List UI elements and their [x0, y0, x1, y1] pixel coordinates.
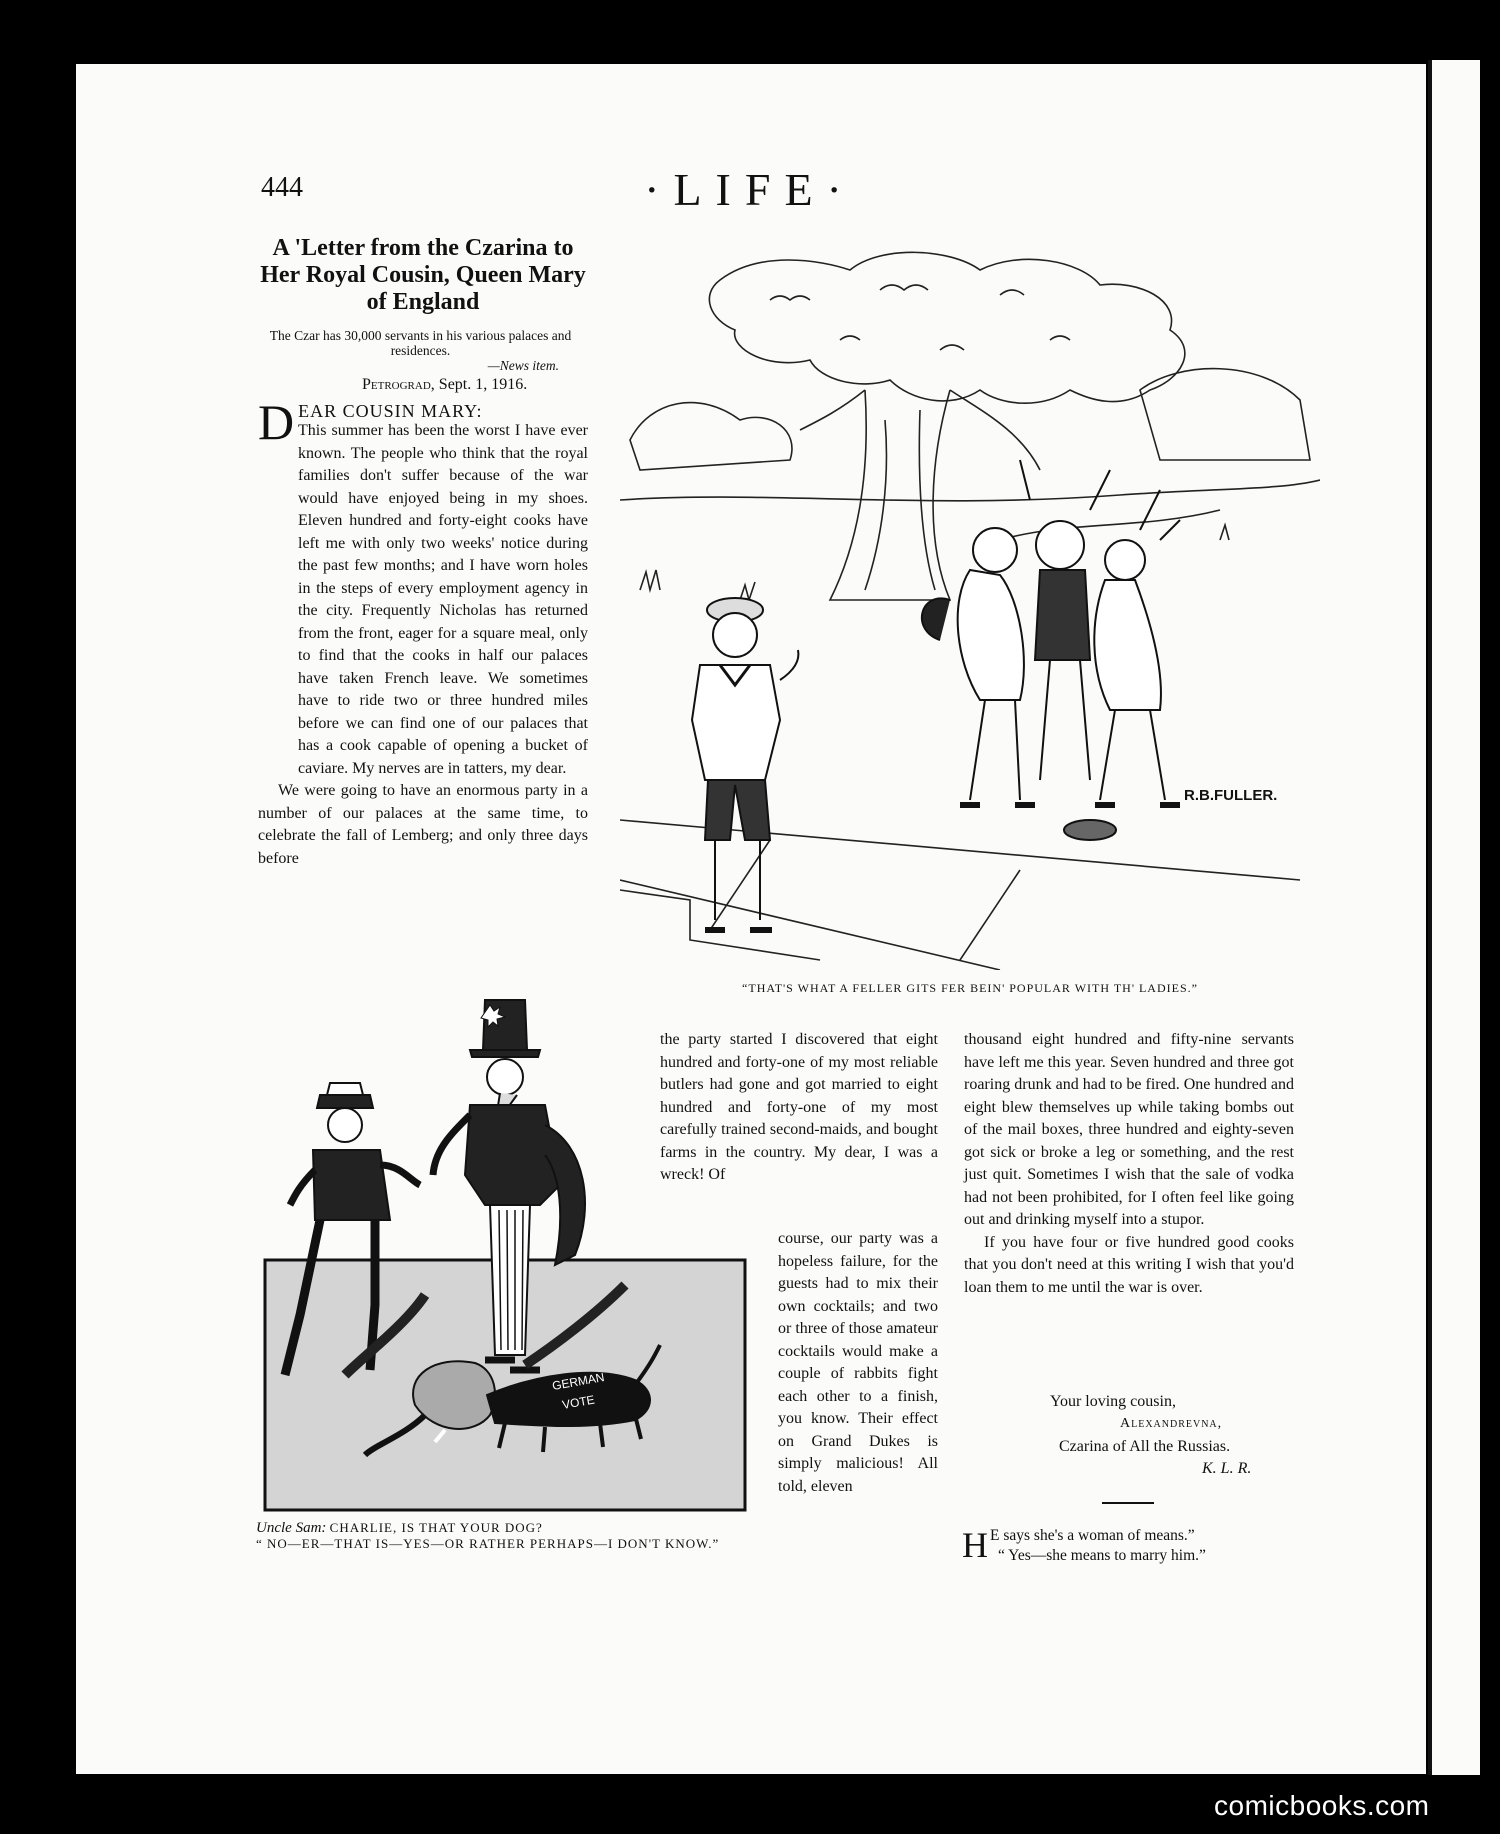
paragraph: This summer has been the worst I have ever known. The people who think that the royal families don't suffer because of the war would have enjoyed being in my shoes. Eleven hundred and forty-eight cooks have left me with only two weeks' notice during the past few months; and I have worn holes in the steps of every employment agency in the city. Frequently Nicholas has returned from the front, eager for a square meal, only to find that the cooks in half our palaces have taken French leave. We sometimes have to ride two or three hundred miles before we can find one of our palaces that has a cook capable of opening a bucket of caviare. My nerves are in tatters, my dear.: [298, 422, 588, 777]
section-divider: [1102, 1502, 1154, 1504]
joke-line-1: E says she's a woman of means.”: [990, 1527, 1195, 1544]
joke-filler: [962, 1526, 1294, 1566]
cartoon-bottom-caption: [256, 1520, 746, 1552]
paragraph: We were going to have an enormous party in a number of our palaces at the same time, to celebrate the fall of Lemberg; and only three days before: [258, 782, 588, 867]
letter-signer-title: Czarina of All the Russias.: [1059, 1438, 1231, 1455]
salutation-text: EAR COUSIN MARY:: [298, 401, 483, 421]
epigraph-text: The Czar has 30,000 servants in his various palaces and residences.: [269, 328, 572, 358]
paragraph: thousand eight hundred and fifty-nine servants have left me this year. Seven hundred and three got roaring drunk and had to be fired. One hundred and eight blew themselves up while taking bombs out of the mail boxes, three hundred and eighty-seven got sick or broke a leg or something, and the rest just quit. Sometimes I wish that the sale of vodka had not been prohibited, for I often feel like going out and drinking myself into a stupor.: [964, 1031, 1294, 1228]
joke-initial: H: [962, 1525, 988, 1565]
article-column-1: [258, 420, 588, 870]
paragraph: course, our party was a hopeless failure, for the guests had to mix their own cocktails; and two or three of those amateur cocktails would make a couple of rabbits fight each other to a finish, you know. Their effect on Grand Dukes is simply malicious! All told, eleven: [778, 1230, 938, 1495]
paragraph: the party started I discovered that eight hundred and forty-one of my most reliable butlers had gone and got married to eight hundred and forty-one of my most carefully trained second-maids, and bought farms in the country. My dear, I was a wreck! Of: [660, 1031, 938, 1183]
article-column-3: [964, 1029, 1294, 1299]
artist-signature: R.B.FULLER.: [1184, 787, 1278, 804]
site-watermark: comicbooks.com: [1214, 1790, 1430, 1821]
epigraph-source: —News item.: [487, 358, 559, 373]
epigraph: [258, 328, 583, 373]
author-initials: K. L. R.: [1202, 1460, 1252, 1477]
dateline-place: Petrograd,: [362, 376, 435, 393]
article-column-2: [660, 1029, 938, 1187]
dog-label-vote: VOTE: [561, 1392, 596, 1412]
joke-line-2: “ Yes—she means to marry him.”: [998, 1547, 1206, 1564]
paragraph: If you have four or five hundred good cooks that you don't need at this writing I wish that you'd loan them to me until the war is over.: [964, 1233, 1294, 1296]
page-number: 444: [261, 172, 303, 203]
article-title: A 'Letter from the Czarina to Her Royal Cousin, Queen Mary of England: [260, 235, 586, 315]
cartoon-top-illustration: [620, 240, 1320, 970]
dog-label-german: GERMAN: [551, 1370, 606, 1393]
cartoon-top-caption: “THAT'S WHAT A FELLER GITS FER BEIN' POPULAR WITH TH' LADIES.”: [742, 981, 1198, 995]
caption-speaker: Uncle Sam:: [256, 1520, 327, 1536]
dateline: [362, 376, 527, 394]
caption-question: CHARLIE, IS THAT YOUR DOG?: [329, 1520, 543, 1535]
dateline-date: Sept. 1, 1916.: [438, 376, 528, 393]
caption-answer: “ NO—ER—THAT IS—YES—OR RATHER PERHAPS—I DON'T KNOW.”: [256, 1536, 720, 1551]
letter-closing: Your loving cousin,: [1050, 1393, 1176, 1410]
letter-signer: Alexandrevna,: [1120, 1416, 1223, 1431]
article-column-2-narrow: [778, 1228, 938, 1498]
facing-page-edge: [1432, 60, 1480, 1775]
drop-cap: D: [258, 394, 295, 450]
masthead: ·LIFE·: [644, 164, 856, 215]
